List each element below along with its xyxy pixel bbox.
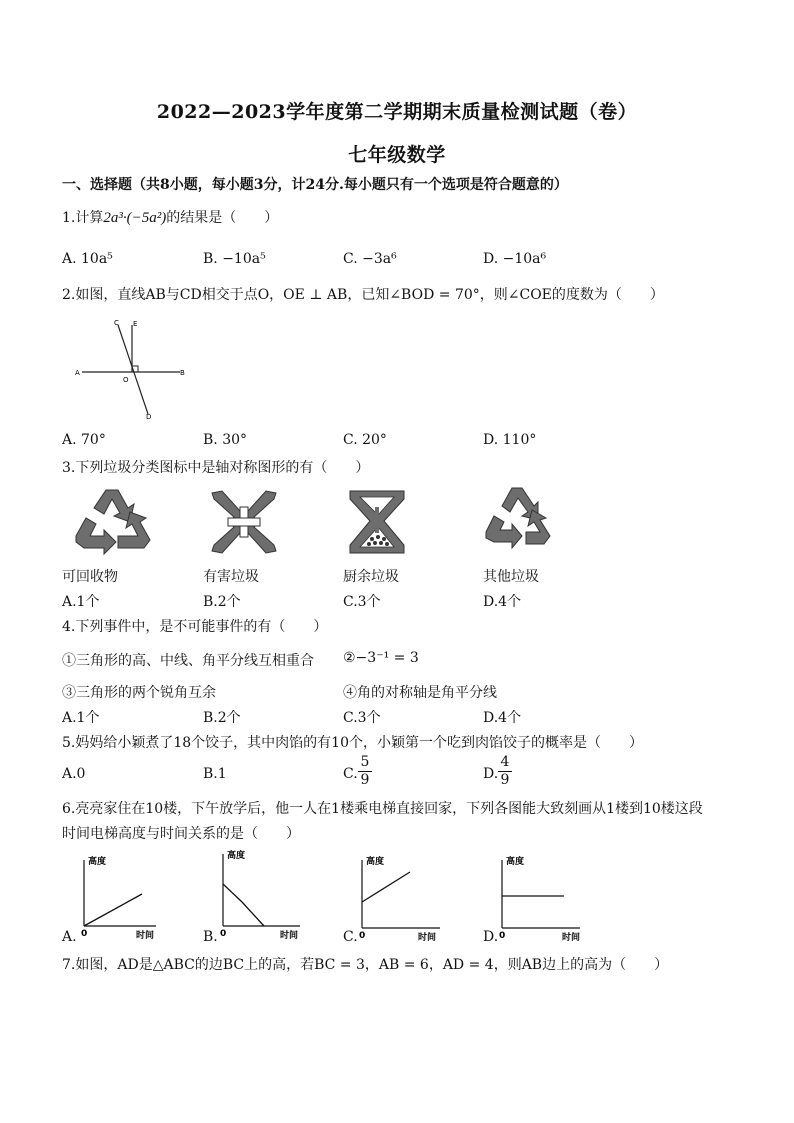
- question-3-option-d: D.4个: [483, 594, 522, 610]
- graph-d-x-label: 时间: [562, 933, 581, 942]
- graph-d: [494, 852, 584, 942]
- question-5-option-a: A.0: [62, 766, 86, 782]
- graph-b-x-label: 时间: [280, 931, 299, 941]
- fraction-d-denominator: 9: [498, 771, 512, 789]
- question-4-option-d: D.4个: [483, 710, 522, 726]
- question-7-stem: 7.如图，AD是△ABC的边BC上的高，若BC = 3，AB = 6，AD = 4，则AB边上的高为（ ）: [62, 957, 669, 973]
- question-1-stem: [62, 207, 278, 227]
- graph-d-y-label: 高度: [506, 857, 525, 867]
- question-2-option-c: C. 20°: [343, 432, 387, 448]
- graph-b-line: [223, 884, 264, 926]
- question-2-figure: [72, 316, 197, 422]
- question-4-option-b: B.2个: [203, 710, 241, 726]
- question-3-stem: 3.下列垃圾分类图标中是轴对称图形的有（ ）: [62, 460, 370, 476]
- graph-c-x-label: 时间: [418, 933, 437, 942]
- section-heading: 一、选择题（共8小题，每小题3分，计24分.每小题只有一个选项是符合题意的）: [62, 177, 568, 193]
- question-4-stem: 4.下列事件中，是不可能事件的有（ ）: [62, 619, 328, 635]
- question-1-expression: 2a³·(−5a²): [103, 210, 167, 226]
- fraction-d-numerator: 4: [500, 754, 510, 770]
- graph-a: [76, 852, 160, 942]
- question-3-option-a: A.1个: [62, 594, 100, 610]
- graph-b-origin: 0: [220, 929, 227, 939]
- graph-a-line: [84, 894, 142, 926]
- question-1-option-d: D. −10a⁶: [483, 251, 547, 267]
- graph-a-y-label: 高度: [88, 857, 107, 867]
- recycle-icon: [68, 486, 154, 558]
- hazardous-icon: [210, 489, 278, 555]
- question-5-option-c: C.: [343, 766, 358, 782]
- graph-b: [214, 846, 304, 942]
- question-1-prefix: 1.计算: [62, 210, 104, 226]
- exam-subtitle: 七年级数学: [348, 144, 446, 166]
- question-4-option-a: A.1个: [62, 710, 100, 726]
- graph-a-x-label: 时间: [136, 931, 155, 941]
- question-5-option-d: D.: [483, 766, 499, 782]
- question-1-option-b: B. −10a⁵: [203, 251, 266, 267]
- graph-d-option: D.: [483, 929, 499, 945]
- icon-label-other: 其他垃圾: [483, 569, 539, 585]
- graph-c-origin: 0: [359, 931, 366, 941]
- kitchen-waste-icon: [346, 487, 408, 557]
- question-3-option-b: B.2个: [203, 594, 241, 610]
- question-1-option-a: A. 10a⁵: [62, 251, 113, 267]
- label-a: A: [75, 369, 80, 377]
- question-1-option-c: C. −3a⁶: [343, 251, 397, 267]
- label-d: D: [146, 413, 152, 421]
- label-o: O: [123, 376, 129, 384]
- icon-label-hazardous: 有害垃圾: [203, 569, 259, 585]
- question-4-item-2: ②−3⁻¹ = 3: [343, 650, 419, 666]
- label-e: E: [133, 320, 138, 328]
- question-6-stem-line-1: 6.亮亮家住在10楼，下午放学后，他一人在1楼乘电梯直接回家，下列各图能大致刻画从1楼到10楼这段: [62, 801, 703, 817]
- graph-a-origin: 0: [81, 929, 88, 939]
- graph-c-option: C.: [343, 929, 358, 945]
- question-1-suffix: 的结果是（ ）: [166, 210, 279, 226]
- graph-b-y-label: 高度: [227, 851, 246, 861]
- question-2-option-d: D. 110°: [483, 432, 537, 448]
- question-4-item-3: ③三角形的两个锐角互余: [62, 685, 216, 701]
- fraction-d: [498, 754, 512, 789]
- exam-title: 2022—2023学年度第二学期期末质量检测试题（卷）: [156, 101, 638, 123]
- graph-b-option: B.: [203, 929, 218, 945]
- question-5-option-b: B.1: [203, 766, 227, 782]
- question-3-option-c: C.3个: [343, 594, 381, 610]
- other-waste-icon: [482, 486, 552, 558]
- question-4-item-4: ④角的对称轴是角平分线: [343, 685, 497, 701]
- question-2-stem: 2.如图，直线AB与CD相交于点O，OE ⊥ AB，已知∠BOD = 70°，则∠COE的度数为（ ）: [62, 287, 664, 303]
- line-cd: [118, 325, 148, 414]
- question-6-stem-line-2: 时间电梯高度与时间关系的是（ ）: [62, 826, 300, 842]
- graph-c: [354, 852, 444, 942]
- label-b: B: [180, 369, 185, 377]
- icon-label-recyclable: 可回收物: [62, 569, 118, 585]
- fraction-c-denominator: 9: [358, 771, 372, 789]
- question-4-option-c: C.3个: [343, 710, 381, 726]
- graph-a-option: A.: [62, 929, 77, 945]
- graph-c-y-label: 高度: [366, 857, 385, 867]
- graph-c-line: [362, 872, 410, 902]
- question-4-item-1: ①三角形的高、中线、角平分线互相重合: [62, 653, 314, 669]
- fraction-c: [358, 754, 372, 789]
- graph-d-origin: 0: [499, 931, 506, 941]
- question-5-stem: 5.妈妈给小颖煮了18个饺子，其中肉馅的有10个，小颖第一个吃到肉馅饺子的概率是（ ）: [62, 735, 643, 751]
- question-2-option-b: B. 30°: [203, 432, 248, 448]
- question-2-option-a: A. 70°: [62, 432, 106, 448]
- icon-label-kitchen: 厨余垃圾: [343, 569, 399, 585]
- label-c: C: [114, 319, 119, 327]
- fraction-c-numerator: 5: [360, 754, 370, 770]
